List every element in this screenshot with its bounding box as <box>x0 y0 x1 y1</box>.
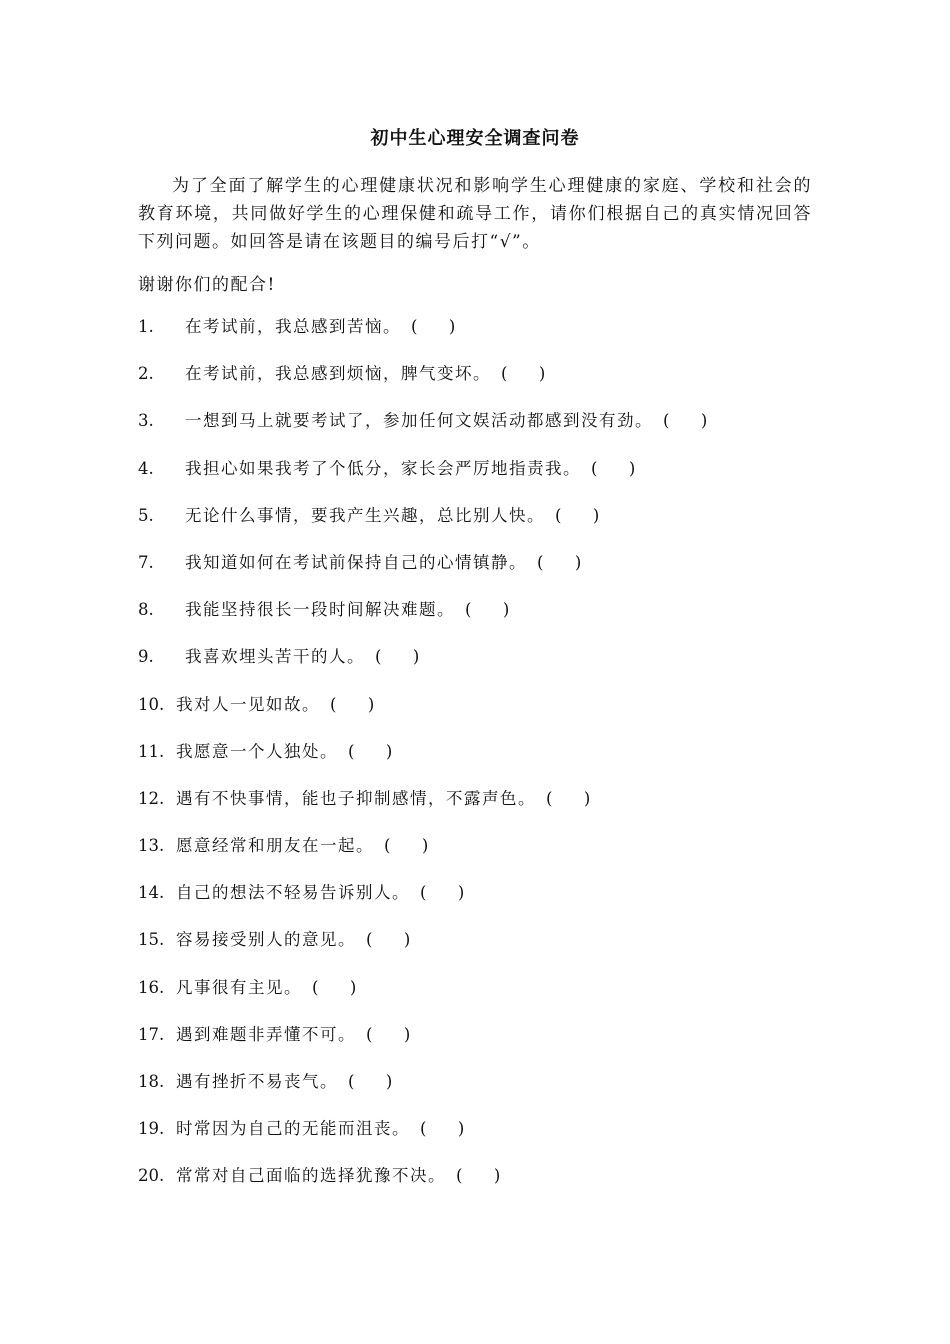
question-item <box>138 505 818 552</box>
question-item <box>138 1024 818 1071</box>
question-number: 20. <box>138 1166 165 1186</box>
question-text: 时常因为自己的无能而沮丧。 <box>176 1119 410 1139</box>
question-text: 我能坚持很长一段时间解决难题。 <box>185 600 455 620</box>
question-number: 19. <box>138 1119 165 1139</box>
question-item <box>138 694 818 741</box>
intro-paragraph: 为了全面了解学生的心理健康状况和影响学生心理健康的家庭、学校和社会的教育环境，共同做好学生的心理保健和疏导工作，请你们根据自己的真实情况回答下列问题。如回答是请在该题目的编号后打“√”。 <box>138 176 812 252</box>
answer-blank[interactable]: ( ) <box>537 552 582 572</box>
question-item <box>138 882 818 929</box>
question-number: 13. <box>138 836 165 856</box>
question-number: 14. <box>138 883 165 903</box>
page-title: 初中生心理安全调查问卷 <box>370 128 580 149</box>
answer-blank[interactable]: ( ) <box>330 694 375 714</box>
question-item <box>138 788 818 835</box>
question-text: 在考试前，我总感到烦恼，脾气变坏。 <box>185 364 491 384</box>
question-number: 17. <box>138 1024 165 1044</box>
thanks-line: 谢谢你们的配合! <box>138 275 276 295</box>
question-list <box>138 316 818 1213</box>
question-text: 凡事很有主见。 <box>176 977 302 997</box>
question-number: 15. <box>138 930 165 950</box>
answer-blank[interactable]: ( ) <box>456 1166 501 1186</box>
question-item <box>138 1118 818 1165</box>
question-text: 一想到马上就要考试了，参加任何文娱活动都感到没有劲。 <box>185 411 653 431</box>
question-text: 愿意经常和朋友在一起。 <box>176 836 374 856</box>
question-item <box>138 458 818 505</box>
answer-blank[interactable]: ( ) <box>348 741 393 761</box>
question-text: 遇有挫折不易丧气。 <box>176 1072 338 1091</box>
question-number: 7. <box>138 552 154 572</box>
answer-blank[interactable]: ( ) <box>366 1024 411 1044</box>
question-item <box>138 741 818 788</box>
question-number: 11. <box>138 741 165 761</box>
question-text: 常常对自己面临的选择犹豫不决。 <box>176 1166 446 1186</box>
answer-blank[interactable]: ( ) <box>420 883 465 903</box>
question-text: 自己的想法不轻易告诉别人。 <box>176 883 410 903</box>
question-number: 16. <box>138 977 165 997</box>
answer-blank[interactable]: ( ) <box>591 458 636 478</box>
question-item <box>138 316 818 363</box>
answer-blank[interactable]: ( ) <box>501 364 546 384</box>
answer-blank[interactable]: ( ) <box>411 317 456 336</box>
answer-blank[interactable]: ( ) <box>555 505 600 525</box>
question-text: 我喜欢埋头苦干的人。 <box>185 647 365 667</box>
question-item <box>138 977 818 1024</box>
question-item <box>138 929 818 976</box>
question-item <box>138 1071 818 1118</box>
answer-blank[interactable]: ( ) <box>348 1072 393 1091</box>
answer-blank[interactable]: ( ) <box>375 647 420 667</box>
question-number: 5. <box>138 505 154 525</box>
answer-blank[interactable]: ( ) <box>312 977 357 997</box>
question-text: 我知道如何在考试前保持自己的心情镇静。 <box>185 552 527 572</box>
answer-blank[interactable]: ( ) <box>465 600 510 620</box>
question-text: 遇有不快事情，能也子抑制感情，不露声色。 <box>176 788 536 808</box>
answer-blank[interactable]: ( ) <box>663 411 708 431</box>
question-number: 1. <box>138 317 154 336</box>
answer-blank[interactable]: ( ) <box>420 1119 465 1139</box>
question-text: 无论什么事情，要我产生兴趣，总比别人快。 <box>185 505 545 525</box>
question-text: 容易接受别人的意见。 <box>176 930 356 950</box>
question-text: 在考试前，我总感到苦恼。 <box>185 317 401 336</box>
question-text: 遇到难题非弄懂不可。 <box>176 1024 356 1044</box>
question-number: 2. <box>138 364 154 384</box>
question-item <box>138 599 818 646</box>
question-item <box>138 410 818 457</box>
question-text: 我担心如果我考了个低分，家长会严厉地指责我。 <box>185 458 581 478</box>
question-item <box>138 1165 818 1212</box>
question-number: 8. <box>138 600 154 620</box>
question-item <box>138 363 818 410</box>
answer-blank[interactable]: ( ) <box>384 836 429 856</box>
question-number: 12. <box>138 788 165 808</box>
question-item <box>138 835 818 882</box>
question-number: 10. <box>138 694 165 714</box>
question-number: 3. <box>138 411 154 431</box>
answer-blank[interactable]: ( ) <box>366 930 411 950</box>
answer-blank[interactable]: ( ) <box>546 788 591 808</box>
question-text: 我对人一见如故。 <box>176 694 320 714</box>
question-number: 4. <box>138 458 154 478</box>
question-number: 9. <box>138 647 154 667</box>
question-number: 18. <box>138 1072 165 1091</box>
question-item <box>138 646 818 693</box>
question-text: 我愿意一个人独处。 <box>176 741 338 761</box>
question-item <box>138 552 818 599</box>
